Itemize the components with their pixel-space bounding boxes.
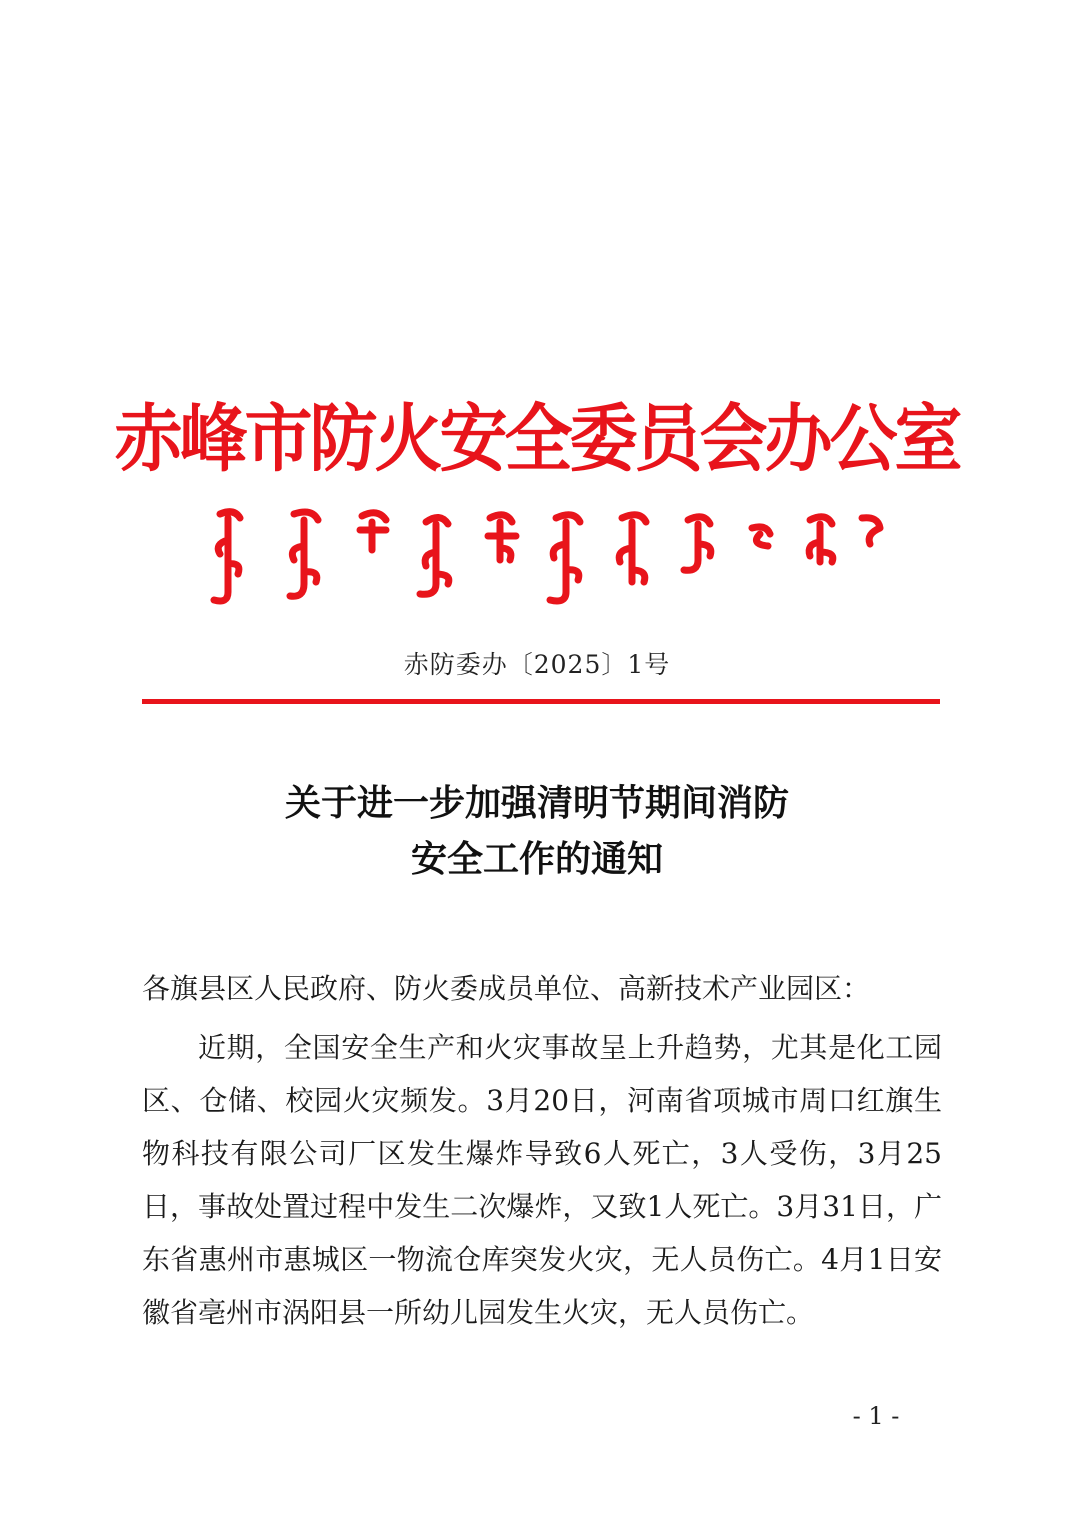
document-title-line-2: 安全工作的通知 — [410, 839, 663, 880]
page-number: - 1 - — [852, 1402, 900, 1430]
body-paragraph: 近期，全国安全生产和火灾事故呈上升趋势，尤其是化工园区、仓储、校园火灾频发。3月20日，河南省项城市周口红旗生物科技有限公司厂区发生爆炸导致6人死亡，3人受伤，3月25日，事故处置过程中发生二次爆炸，又致1人死亡。3月31日，广东省惠州市惠城区一物流仓库突发火灾，无人员伤亡。4月1日安徽省亳州市涡阳县一所幼儿园发生火灾，无人员伤亡。 — [142, 1031, 942, 1329]
addressee-line: 各旗县区人民政府、防火委成员单位、高新技术产业园区： — [142, 972, 871, 1005]
document-body — [142, 962, 942, 1339]
document-number: 赤防委办〔2025〕1号 — [403, 650, 671, 679]
mongolian-script-org-name — [190, 500, 890, 612]
org-title: 赤峰市防火安全委员会办公室 — [114, 396, 960, 483]
red-divider-line — [142, 699, 940, 704]
document-title-line-1: 关于进一步加强清明节期间消防 — [284, 783, 789, 824]
document-title — [0, 776, 1074, 888]
